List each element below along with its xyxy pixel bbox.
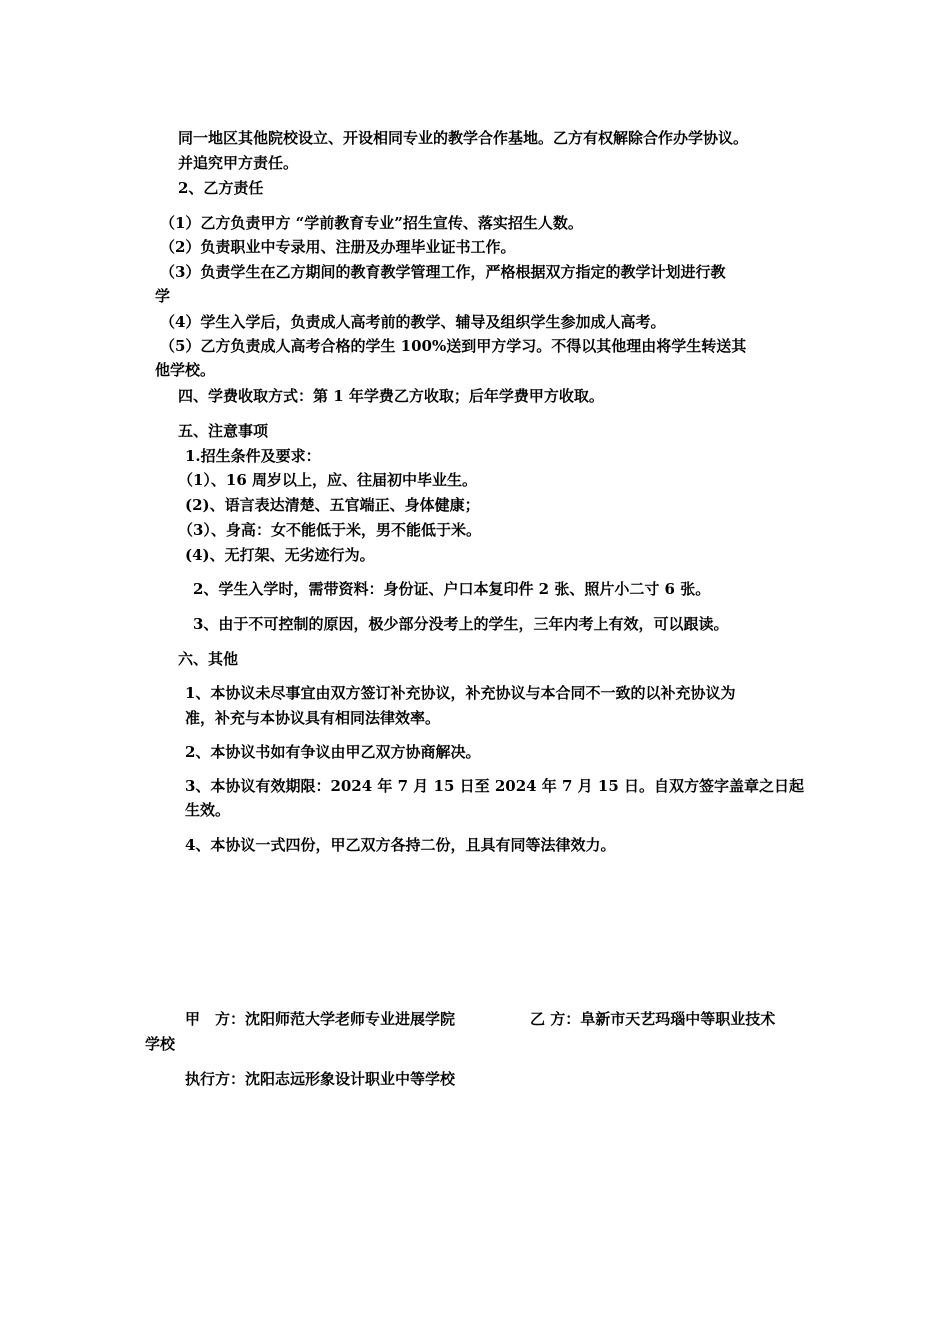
- party-b-item-5-line2: 他学校。: [155, 361, 216, 379]
- party-b-item-3-line2: 学: [155, 287, 171, 305]
- requirement-2: (2)、语言表达清楚、五官端正、身体健康；: [185, 496, 480, 514]
- section-5-sub-2: 2、学生入学时，需带资料：身份证、户口本复印件 2 张、照片小二寸 6 张。: [193, 580, 711, 598]
- party-b-heading: 2、乙方责任: [178, 179, 264, 197]
- section-6-heading: 六、其他: [178, 650, 239, 668]
- section-a-tail-line2: 并追究甲方责任。: [178, 154, 299, 172]
- section-6-item-3-line2: 生效。: [185, 801, 231, 819]
- requirement-1: （1）、16 周岁以上，应、往届初中毕业生。: [178, 471, 478, 489]
- section-6-item-1-line1: 1、本协议未尽事宜由双方签订补充协议，补充协议与本合同不一致的以补充协议为: [185, 684, 736, 702]
- section-5-heading: 五、注意事项: [178, 422, 269, 440]
- section-5-sub-1: 1.招生条件及要求：: [185, 447, 321, 465]
- section-6-item-1-line2: 准，补充与本协议具有相同法律效率。: [185, 709, 441, 727]
- party-b-item-5-line1: （5）乙方负责成人高考合格的学生 100%送到甲方学习。不得以其他理由将学生转送其: [160, 337, 747, 355]
- party-b-item-1: （1）乙方负责甲方 “学前教育专业”招生宣传、落实招生人数。: [160, 214, 583, 232]
- signature-party-b-line2: 学校: [145, 1035, 176, 1053]
- section-6-item-2: 2、本协议书如有争议由甲乙双方协商解决。: [185, 743, 481, 761]
- section-6-item-3-line1: 3、本协议有效期限：2024 年 7 月 15 日至 2024 年 7 月 15 日。自双方签字盖章之日起: [185, 777, 805, 795]
- party-b-item-4: （4）学生入学后，负责成人高考前的教学、辅导及组织学生参加成人高考。: [160, 313, 666, 331]
- section-4-text: 四、学费收取方式：第 1 年学费乙方收取；后年学费甲方收取。: [178, 387, 604, 405]
- signature-party-b-line1: 乙 方：阜新市天艺玛瑙中等职业技术: [530, 1010, 776, 1028]
- party-b-item-2: （2）负责职业中专录用、注册及办理毕业证书工作。: [160, 238, 516, 256]
- section-5-sub-3: 3、由于不可控制的原因，极少部分没考上的学生，三年内考上有效，可以跟读。: [193, 615, 729, 633]
- signature-party-a: 甲 方：沈阳师范大学老师专业进展学院: [185, 1010, 456, 1028]
- section-a-tail-line1: 同一地区其他院校设立、开设相同专业的教学合作基地。乙方有权解除合作办学协议。: [178, 129, 749, 147]
- requirement-3: （3）、身高：女不能低于米，男不能低于米。: [178, 521, 481, 539]
- party-b-item-3-line1: （3）负责学生在乙方期间的教育教学管理工作，严格根据双方指定的教学计划进行教: [160, 263, 726, 281]
- signature-executor: 执行方：沈阳志远形象设计职业中等学校: [185, 1070, 456, 1088]
- requirement-4: (4)、无打架、无劣迹行为。: [185, 546, 375, 564]
- section-6-item-4: 4、本协议一式四份，甲乙双方各持二份，且具有同等法律效力。: [185, 836, 616, 854]
